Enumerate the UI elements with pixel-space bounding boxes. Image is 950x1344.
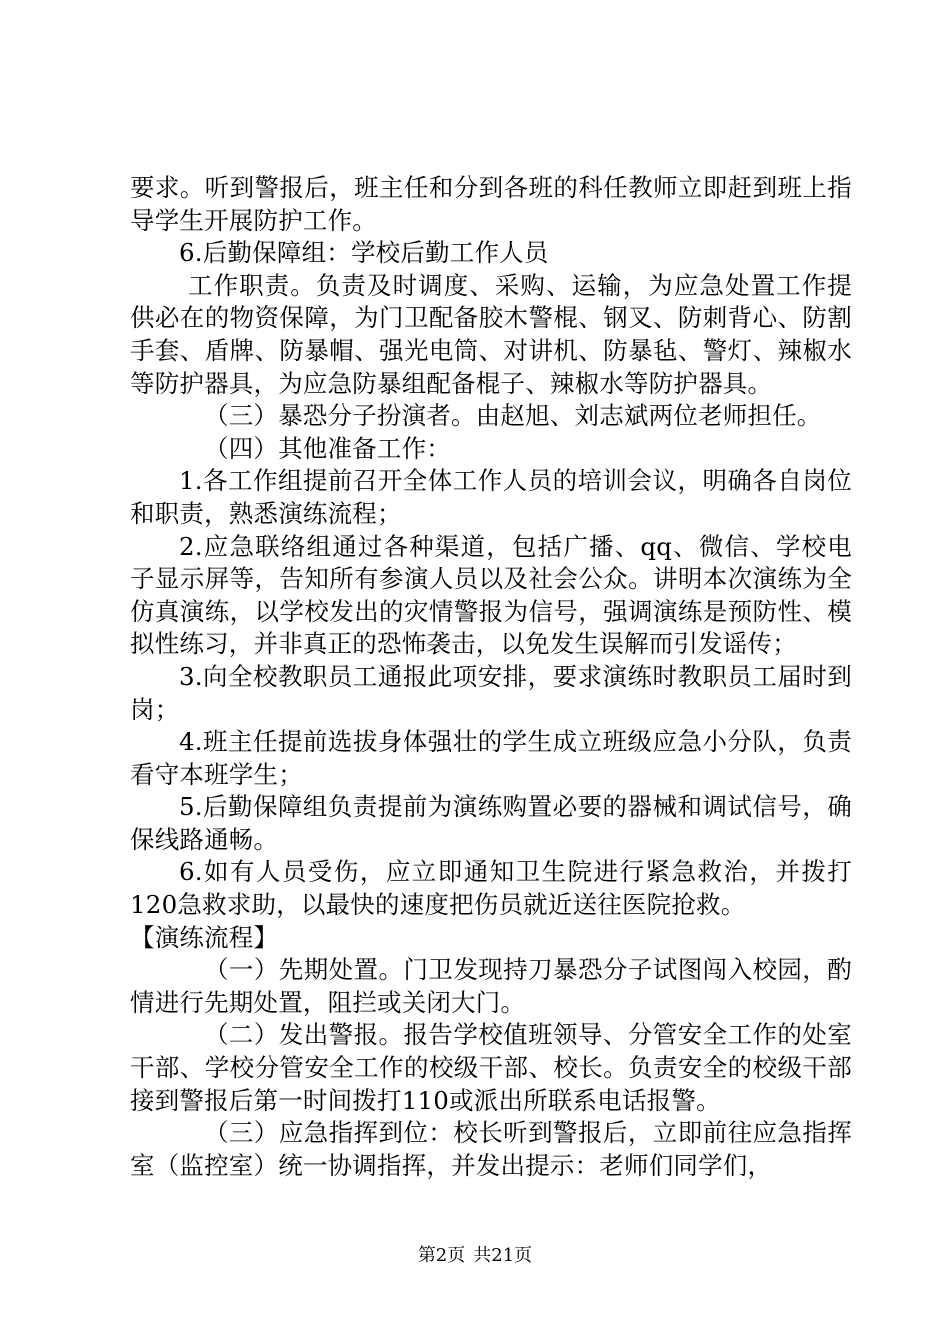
paragraph-14: （二）发出警报。报告学校值班领导、分管安全工作的处室干部、学校分管安全工作的校级干部、校长。负责安全的校级干部接到警报后第一时间拨打110或派出所联系电话报警。: [130, 1020, 852, 1115]
paragraph-1: 要求。听到警报后，班主任和分到各班的科任教师立即赶到班上指导学生开展防护工作。: [130, 173, 852, 235]
paragraph-6: 1.各工作组提前召开全体工作人员的培训会议，明确各自岗位和职责，熟悉演练流程；: [130, 466, 852, 528]
paragraph-7: 2.应急联络组通过各种渠道，包括广播、qq、微信、学校电子显示屏等，告知所有参演人员以及社会公众。讲明本次演练为全仿真演练，以学校发出的灾情警报为信号，强调演练是预防性、模拟性练习，并非真正的恐怖袭击，以免发生误解而引发谣传；: [130, 531, 852, 659]
paragraph-3: 工作职责。负责及时调度、采购、运输，为应急处置工作提供必在的物资保障，为门卫配备胶木警棍、钢叉、防刺背心、防割手套、盾牌、防暴帽、强光电筒、对讲机、防暴毡、警灯、辣椒水等防护器具，为应急防暴组配备棍子、辣椒水等防护器具。: [130, 270, 852, 398]
section-heading-drill-process: 【演练流程】: [130, 922, 279, 952]
paragraph-13: （一）先期处置。门卫发现持刀暴恐分子试图闯入校园，酌情进行先期处置，阻拦或关闭大门。: [130, 955, 852, 1017]
paragraph-2: 6.后勤保障组：学校后勤工作人员: [179, 238, 549, 268]
page-total: 共21页: [473, 1245, 533, 1266]
paragraph-11: 6.如有人员受伤，应立即通知卫生院进行紧急救治，并拨打120急救求助，以最快的速度把伤员就近送往医院抢救。: [130, 857, 852, 920]
paragraph-5: （四）其他准备工作：: [204, 433, 451, 463]
paragraph-9: 4.班主任提前选拔身体强壮的学生成立班级应急小分队，负责看守本班学生；: [130, 727, 852, 789]
paragraph-4: （三）暴恐分子扮演者。由赵旭、刘志斌两位老师担任。: [204, 401, 822, 431]
paragraph-8: 3.向全校教职员工通报此项安排，要求演练时教职员工届时到岗；: [130, 661, 852, 724]
page-footer: [0, 1244, 950, 1268]
paragraph-10: 5.后勤保障组负责提前为演练购置必要的器械和调试信号，确保线路通畅。: [130, 792, 852, 854]
page-number: 第2页: [417, 1245, 466, 1266]
document-body: [130, 172, 852, 1182]
paragraph-15: （三）应急指挥到位：校长听到警报后，立即前往应急指挥室（监控室）统一协调指挥，并发出提示：老师们同学们，: [130, 1118, 852, 1180]
